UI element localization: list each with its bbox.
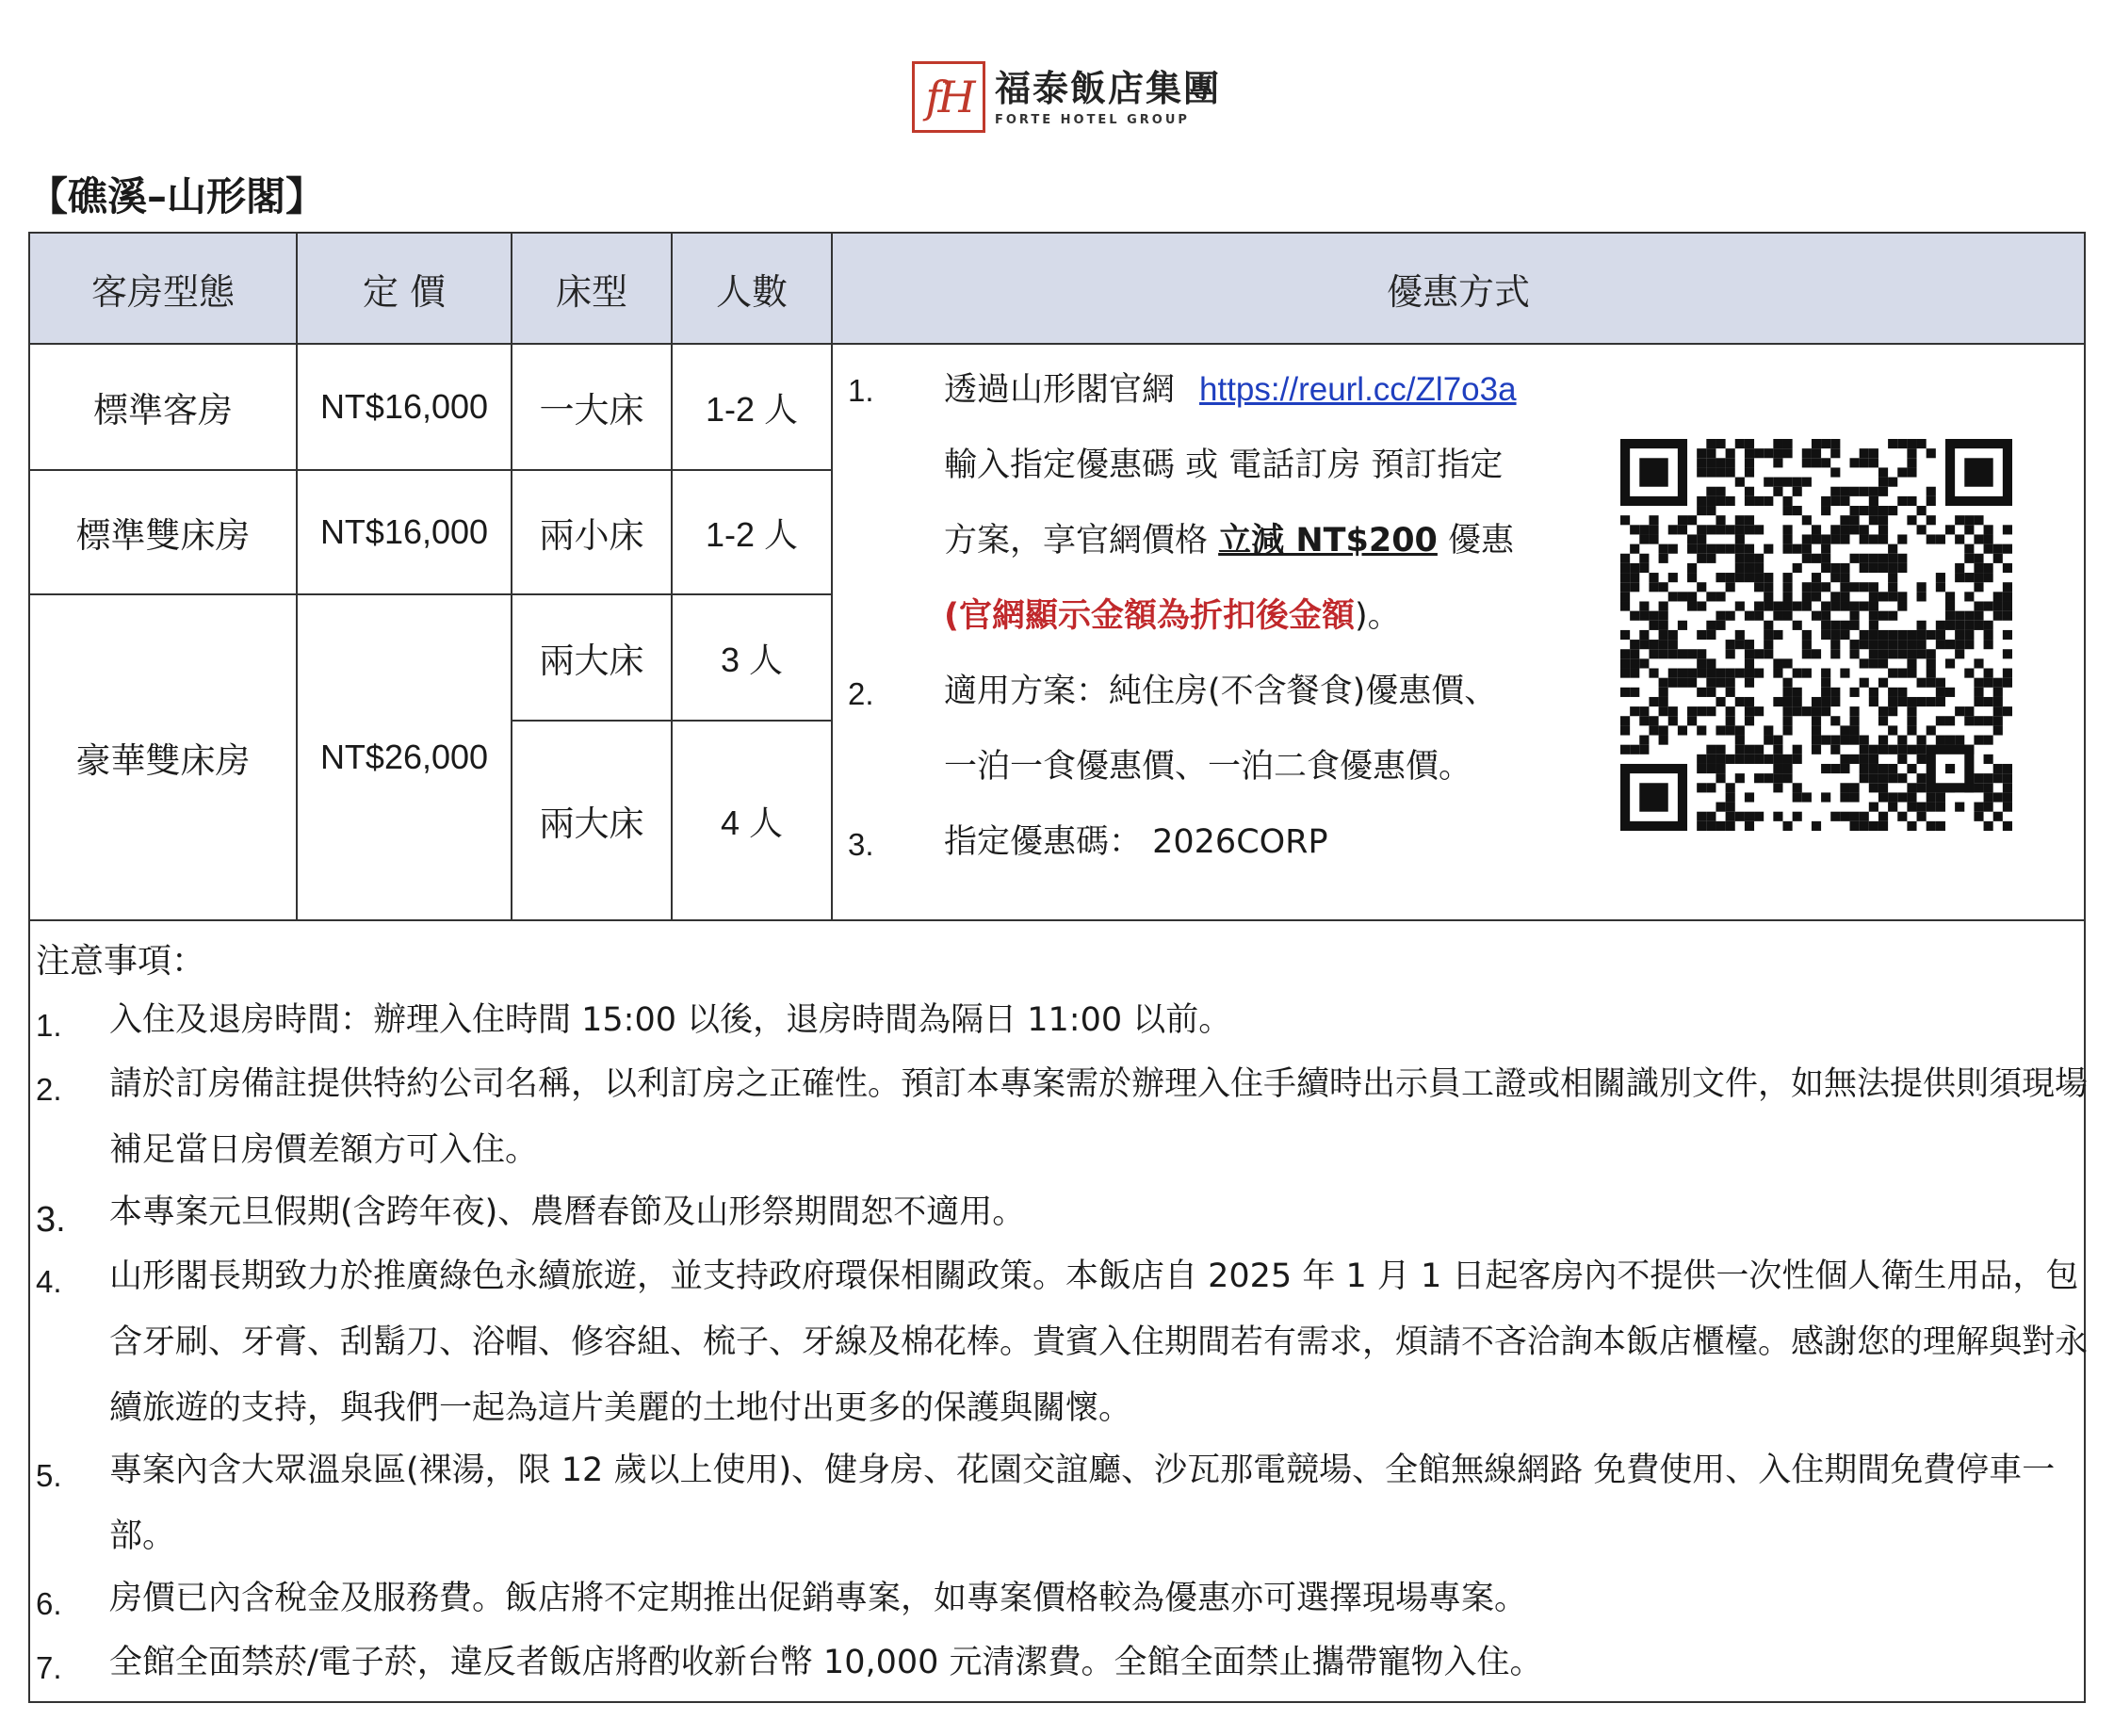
logo-name-cn: 福泰飯店集團	[995, 67, 1222, 109]
offer-line: 一泊一食優惠價、一泊二食優惠價。	[944, 748, 1472, 786]
note-num: 5.	[36, 1458, 62, 1493]
hotel-logo	[912, 58, 1221, 136]
header-people: 人數	[715, 270, 788, 313]
table-row-people: 1-2 人	[705, 389, 799, 429]
offer-text: 透過山形閣官網	[944, 371, 1176, 409]
header-offer: 優惠方式	[1386, 270, 1530, 313]
note-item: 入住及退房時間：辦理入住時間 15:00 以後，退房時間為隔日 11:00 以前。	[109, 1001, 1232, 1039]
note-item: 本專案元旦假期(含跨年夜)、農曆春節及山形祭期間恕不適用。	[109, 1193, 1026, 1231]
header-price: 定 價	[362, 270, 447, 313]
table-row-bed: 兩大床	[539, 803, 644, 844]
logo-text	[995, 68, 1221, 127]
offer-link[interactable]: https://reurl.cc/Zl7o3a	[1199, 371, 1517, 408]
offer-line	[944, 371, 1517, 409]
note-num: 4.	[36, 1264, 62, 1299]
table-row-bed: 一大床	[539, 390, 644, 430]
offer-line: 指定優惠碼： 2026CORP	[944, 823, 1328, 861]
qr-code[interactable]	[1620, 439, 2012, 831]
table-row-price: NT$26,000	[319, 738, 489, 776]
offer-num: 3.	[848, 827, 874, 862]
note-num: 1.	[36, 1008, 62, 1043]
table-row-room: 豪華雙床房	[75, 740, 251, 781]
table-row-room: 標準客房	[93, 390, 233, 430]
page-title: 【礁溪–山形閣】	[28, 173, 326, 219]
note-item: 專案內含大眾溫泉區(裸湯，限 12 歲以上使用)、健身房、花園交誼廳、沙瓦那電競場、全館無線網路 免費使用、入住期間免費停車一部。	[109, 1452, 2056, 1555]
offer-text: (	[944, 597, 959, 635]
offer-line	[944, 597, 1401, 635]
note-num: 3.	[36, 1200, 66, 1240]
note-item: 請於訂房備註提供特約公司名稱，以利訂房之正確性。預訂本專案需於辦理入住手續時出示員工證或相關識別文件，如無法提供則須現場補足當日房價差額方可入住。	[109, 1065, 2089, 1169]
note-item: 全館全面禁菸/電子菸，違反者飯店將酌收新台幣 10,000 元清潔費。全館全面禁止攜帶寵物入住。	[109, 1644, 1543, 1681]
room-rate-table	[28, 232, 2089, 1703]
offer-line: 輸入指定優惠碼 或 電話訂房 預訂指定	[944, 446, 1504, 484]
note-num: 2.	[36, 1072, 62, 1107]
note-num: 7.	[36, 1650, 62, 1685]
note-num: 6.	[36, 1586, 62, 1621]
offer-line	[944, 522, 1514, 560]
offer-num: 1.	[848, 373, 874, 408]
offer-num: 2.	[848, 676, 874, 711]
offer-line: 適用方案：純住房(不含餐食)優惠價、	[944, 673, 1498, 710]
discount-note: 官網顯示金額為折扣後金額	[959, 597, 1356, 635]
offer-text: 方案，享官網價格	[944, 522, 1219, 560]
table-row-bed: 兩大床	[539, 641, 644, 681]
table-row-price: NT$16,000	[319, 512, 489, 551]
table-row-people: 1-2 人	[705, 514, 799, 554]
notes-title: 注意事項：	[36, 942, 206, 981]
offer-text: 優惠	[1437, 522, 1515, 560]
table-row-people: 3 人	[720, 640, 784, 679]
offer-text: )。	[1355, 597, 1401, 635]
header-room-type: 客房型態	[90, 270, 235, 313]
logo-name-en: FORTE HOTEL GROUP	[995, 112, 1190, 127]
table-row-bed: 兩小床	[539, 515, 644, 556]
table-row-price: NT$16,000	[319, 387, 489, 426]
header-bed-type: 床型	[555, 270, 627, 313]
logo-mark: fH	[912, 61, 985, 133]
note-item: 房價已內含稅金及服務費。飯店將不定期推出促銷專案，如專案價格較為優惠亦可選擇現場專案。	[109, 1580, 1528, 1617]
discount-amount: 立減 NT$200	[1218, 522, 1438, 560]
note-item: 山形閣長期致力於推廣綠色永續旅遊，並支持政府環保相關政策。本飯店自 2025 年 1 月 1 日起客房內不提供一次性個人衛生用品，包含牙刷、牙膏、刮鬍刀、浴帽、修容組、梳子、牙線及棉花棒。貴賓入住期間若有需求，煩請不吝洽詢本飯店櫃檯。感謝您的理解與對永續旅遊的支持，與我們一起為這片美麗的土地付出更多的保護與關懷。	[109, 1257, 2089, 1427]
table-row-room: 標準雙床房	[75, 515, 251, 556]
table-row-people: 4 人	[720, 803, 784, 842]
